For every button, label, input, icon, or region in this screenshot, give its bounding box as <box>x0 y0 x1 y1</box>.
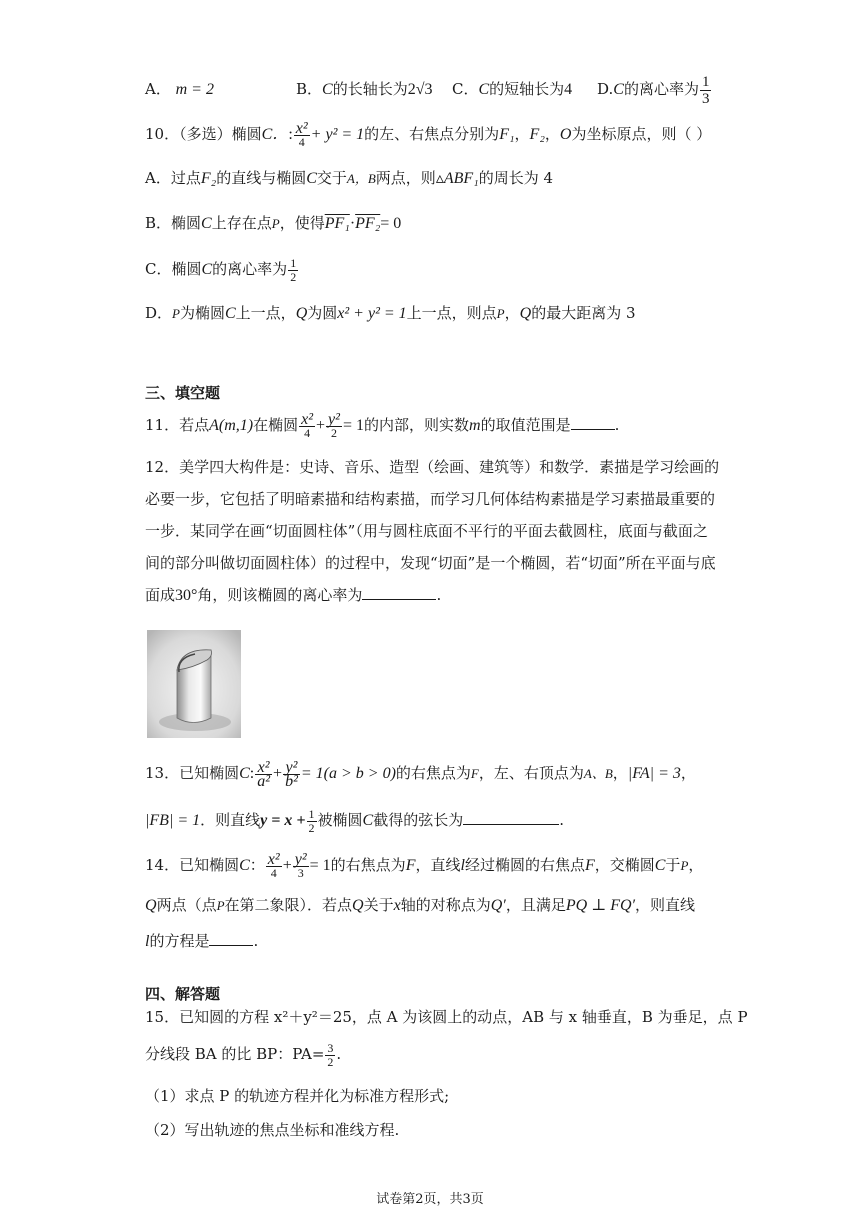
q14-text: 两点（点 <box>156 896 217 914</box>
q12-line: 12．美学四大构件是：史诗、音乐、造型（绘画、建筑等）和数学．素描是学习绘画的 <box>145 458 720 476</box>
fraction <box>700 74 712 107</box>
q9-option-b <box>296 79 433 100</box>
vector-pf1: PF₁ <box>324 215 350 232</box>
ellipse-c: C <box>322 81 333 98</box>
perpendicular-relation: PQ ⊥ FQ′ <box>565 897 636 914</box>
q14-text: ，直线 <box>415 856 461 874</box>
option-label: A． <box>145 169 171 187</box>
focus-f2: F₂ <box>529 126 545 143</box>
option-text: 上一点，则点 <box>406 304 497 322</box>
option-text: 椭圆 <box>171 260 202 278</box>
q14-line2 <box>145 895 695 916</box>
option-label: D. <box>597 80 614 98</box>
q12-line: 间的部分叫做切面圆柱体）的过程中，发现“切面”是一个椭圆，若“切面”所在平面与底 <box>145 554 716 572</box>
ellipse-c: C <box>654 857 666 874</box>
option-text: 上一点， <box>235 304 296 322</box>
ellipse-c: C <box>225 305 236 322</box>
focus-f2: F₂ <box>200 170 217 187</box>
points-ab: A，B <box>346 171 376 186</box>
line-l: l <box>460 857 465 874</box>
answer-blank[interactable] <box>571 414 615 430</box>
point-q: Q <box>295 305 308 322</box>
q9-option-c <box>452 79 572 100</box>
question-number: 11． <box>145 416 180 434</box>
q14-text: 已知椭圆 <box>179 856 240 874</box>
q14-text: ，则直线 <box>635 896 696 914</box>
section-heading-solve: 四、解答题 <box>145 985 221 1003</box>
q14-text: 的方程是 <box>149 932 210 950</box>
option-c-value: 4 <box>564 81 573 98</box>
numerator: 1 <box>308 806 315 821</box>
point-p: P <box>271 216 280 231</box>
fraction <box>266 850 282 880</box>
distance-fb: |FB| = 1 <box>145 812 201 829</box>
option-text: 的最大距离为 3 <box>531 304 636 322</box>
point-p: P <box>172 306 180 321</box>
axis-x: x <box>393 897 401 914</box>
denominator: 2 <box>327 1054 334 1069</box>
period: . <box>336 1045 342 1063</box>
q14-text: ，且满足 <box>505 896 566 914</box>
option-text: 为椭圆 <box>179 304 225 322</box>
ellipse-c: C <box>201 215 212 232</box>
point-p: P <box>680 858 689 873</box>
ellipse-condition: = 1(a > b > 0) <box>300 765 396 782</box>
fraction <box>299 410 315 440</box>
option-text: ，使得 <box>279 214 325 232</box>
point-q: Q <box>145 897 157 914</box>
q14-text: 经过椭圆的右焦点 <box>464 856 585 874</box>
q12-text: 角，则该椭圆的离心率为 <box>197 586 363 604</box>
point-q-prime: Q′ <box>490 897 506 914</box>
plus: + <box>282 857 292 874</box>
section-heading-fill-in: 三、填空题 <box>145 384 221 402</box>
fraction <box>307 808 317 835</box>
option-text: 椭圆 <box>171 214 202 232</box>
q10-option-c <box>145 252 299 287</box>
equals-one: = 1 <box>309 857 331 874</box>
point-q: Q <box>519 305 532 322</box>
q12-line: 一步．某同学在画“切面圆柱体”（用与圆柱底面不平行的平面去截圆柱，底面与截面之 <box>145 522 708 540</box>
option-label: B． <box>296 80 323 98</box>
q12 <box>145 451 725 612</box>
numerator: 3 <box>327 1040 334 1055</box>
ellipse-c: C <box>306 170 317 187</box>
ellipse-c: C <box>613 81 624 98</box>
vector-pf2: PF₂ <box>355 215 381 232</box>
ellipse-c: C <box>239 857 250 874</box>
q10-text: 椭圆 <box>231 125 262 143</box>
cut-cylinder-sketch-image <box>147 630 241 738</box>
question-number: 10． <box>145 125 180 143</box>
numerator: x² <box>301 410 314 428</box>
q14-text: 于 <box>665 856 681 874</box>
denominator: 2 <box>290 269 297 284</box>
numerator: 1 <box>290 255 297 270</box>
numerator: x² <box>267 850 280 868</box>
option-text: 交于 <box>316 169 347 187</box>
q13-line1 <box>145 755 696 792</box>
equals-zero: = 0 <box>380 215 402 232</box>
numerator: y² <box>294 850 307 868</box>
angle-value: 30° <box>175 587 198 604</box>
option-text: 上存在点 <box>211 214 272 232</box>
denominator: 4 <box>304 425 311 440</box>
q13-text: ， <box>612 764 628 782</box>
question-number: 13． <box>145 764 180 782</box>
equals-one: = 1 <box>342 417 364 434</box>
option-label: A． <box>145 80 171 98</box>
option-a-expr: m = 2 <box>175 81 214 98</box>
denominator: b² <box>285 772 298 790</box>
q13-text: ，左、右顶点为 <box>478 764 584 782</box>
option-text: 的直线与椭圆 <box>216 169 307 187</box>
q11-text: 的取值范围是 <box>480 416 571 434</box>
question-number: 14． <box>145 856 180 874</box>
option-label: C． <box>145 260 172 278</box>
option-c-text: 的短轴长为 <box>489 80 565 98</box>
comma: ， <box>680 764 696 782</box>
q13-text: 已知椭圆 <box>179 764 240 782</box>
circle-equation: x² + y² = 1 <box>337 305 407 322</box>
ellipse-c: C <box>201 261 213 278</box>
point-a: A(m,1) <box>209 417 254 434</box>
answer-blank[interactable] <box>209 930 253 946</box>
q9-options-row <box>145 79 214 100</box>
q10-text: 为坐标原点，则（ ） <box>571 125 712 143</box>
option-text: 过点 <box>170 169 201 187</box>
option-b-text: 的长轴长为 <box>332 80 408 98</box>
page-footer: 试卷第2页，共3页 <box>376 1192 484 1207</box>
focus-f: F <box>584 857 595 874</box>
q9-option-a <box>145 80 214 98</box>
option-d-text: 的离心率为 <box>623 80 699 98</box>
answer-blank[interactable] <box>362 584 436 600</box>
ellipse-c: C <box>362 812 374 829</box>
denominator: 2 <box>308 820 315 835</box>
q11-text: 在椭圆 <box>253 416 299 434</box>
distance-fa: |FA| = 3 <box>627 765 681 782</box>
q15-text: 分线段 BA 的比 BP：PA= <box>145 1045 325 1063</box>
denominator: 2 <box>331 425 337 440</box>
ellipse-c: C． <box>261 126 289 143</box>
fraction <box>255 758 272 790</box>
numerator: x² <box>255 761 272 775</box>
dot-operator: · <box>349 215 356 232</box>
colon: ： <box>249 856 265 874</box>
q10-text: 的左、右焦点分别为 <box>364 125 500 143</box>
period: . <box>614 416 620 434</box>
q14-text: 的右焦点为 <box>330 856 406 874</box>
q12-line <box>145 579 725 612</box>
numerator: y² <box>328 410 340 428</box>
fraction <box>293 850 309 880</box>
triangle: ▵ABF₁ <box>435 170 479 187</box>
plus: + <box>316 417 326 434</box>
q12-line: 必要一步，它包括了明暗素描和结构素描，而学习几何体结构素描是学习素描最重要的 <box>145 490 716 508</box>
option-text: 的周长为 4 <box>478 169 554 187</box>
q11 <box>145 408 619 443</box>
q13-text: 的右焦点为 <box>395 764 471 782</box>
point-q: Q <box>352 897 364 914</box>
point-p: P <box>496 306 505 321</box>
q14-text: ，交椭圆 <box>594 856 655 874</box>
q15-line1: 15．已知圆的方程 x²＋y²＝25，点 A 为该圆上的动点，AB 与 x 轴垂直，B 为垂足，点 P <box>145 1008 748 1026</box>
option-label: D． <box>145 304 173 322</box>
colon: : <box>249 765 255 782</box>
ellipse-c: C <box>478 81 490 98</box>
ellipse-c: C <box>239 765 250 782</box>
q10-option-b <box>145 213 401 234</box>
q9-option-d <box>597 72 712 107</box>
origin-o: O <box>559 126 572 143</box>
q14-line3 <box>145 930 258 952</box>
q14-line1 <box>145 847 703 884</box>
fraction <box>294 119 310 149</box>
q15-line2 <box>145 1036 341 1072</box>
plus: + <box>273 765 283 782</box>
q11-text: 的内部，则实数 <box>363 416 469 434</box>
q14-text: 轴的对称点为 <box>400 896 491 914</box>
vertices-ab: A、B <box>583 766 613 781</box>
q10-option-a <box>145 168 553 189</box>
denominator: 3 <box>297 865 304 880</box>
equation-rest: + y² = 1 <box>310 126 365 143</box>
option-text: ， <box>504 304 520 322</box>
option-label: B． <box>145 214 172 232</box>
denominator: 4 <box>270 865 277 880</box>
colon: : <box>288 126 293 143</box>
period: . <box>436 586 442 604</box>
fraction <box>325 1042 335 1069</box>
q10-option-d <box>145 303 636 324</box>
numerator: 1 <box>701 73 710 90</box>
q12-text: 面成 <box>145 586 176 604</box>
numerator: y² <box>283 761 300 775</box>
line-l: l <box>145 933 150 950</box>
denominator: a² <box>257 772 271 790</box>
variable-m: m <box>469 417 481 434</box>
denominator: 3 <box>701 90 710 107</box>
q14-text: ， <box>688 856 704 874</box>
fraction <box>283 758 300 790</box>
focus-f: F <box>405 857 416 874</box>
denominator: 4 <box>298 134 305 149</box>
question-tag: （多选） <box>179 125 232 143</box>
numerator: x² <box>295 119 308 137</box>
q10-stem: 10．（多选）椭圆C．: $\frac{\text{x²}}{4}$ + y² = 1的左、右焦点分别为F₁，F₂，O为坐标原点，则（ ） <box>145 119 712 149</box>
period: . <box>253 932 259 950</box>
focus-f: F <box>470 766 479 781</box>
answer-blank[interactable] <box>463 809 559 825</box>
option-label: C． <box>452 80 479 98</box>
period: . <box>559 811 564 829</box>
q13-text: 截得的弦长为 <box>373 811 464 829</box>
q13-line2 <box>145 802 564 839</box>
q13-text: 被椭圆 <box>317 811 363 829</box>
option-text: 两点，则 <box>375 169 436 187</box>
point-p: P <box>216 898 225 913</box>
q15-sub1: （1）求点 P 的轨迹方程并化为标准方程形式; <box>145 1087 450 1105</box>
fraction <box>288 257 298 284</box>
fraction <box>326 410 342 440</box>
q14-text: 在第二象限）．若点 <box>224 896 353 914</box>
option-b-value: 2√3 <box>407 81 433 98</box>
focus-f1: F₁ <box>499 126 515 143</box>
q13-text: ．则直线 <box>200 811 261 829</box>
option-text: 的离心率为 <box>212 260 288 278</box>
q15-sub2: （2）写出轨迹的焦点坐标和准线方程. <box>145 1121 400 1139</box>
q11-text: 若点 <box>179 416 210 434</box>
line-equation: y = x + <box>260 812 306 829</box>
q14-text: 关于 <box>363 896 394 914</box>
option-text: 为圆 <box>307 304 338 322</box>
